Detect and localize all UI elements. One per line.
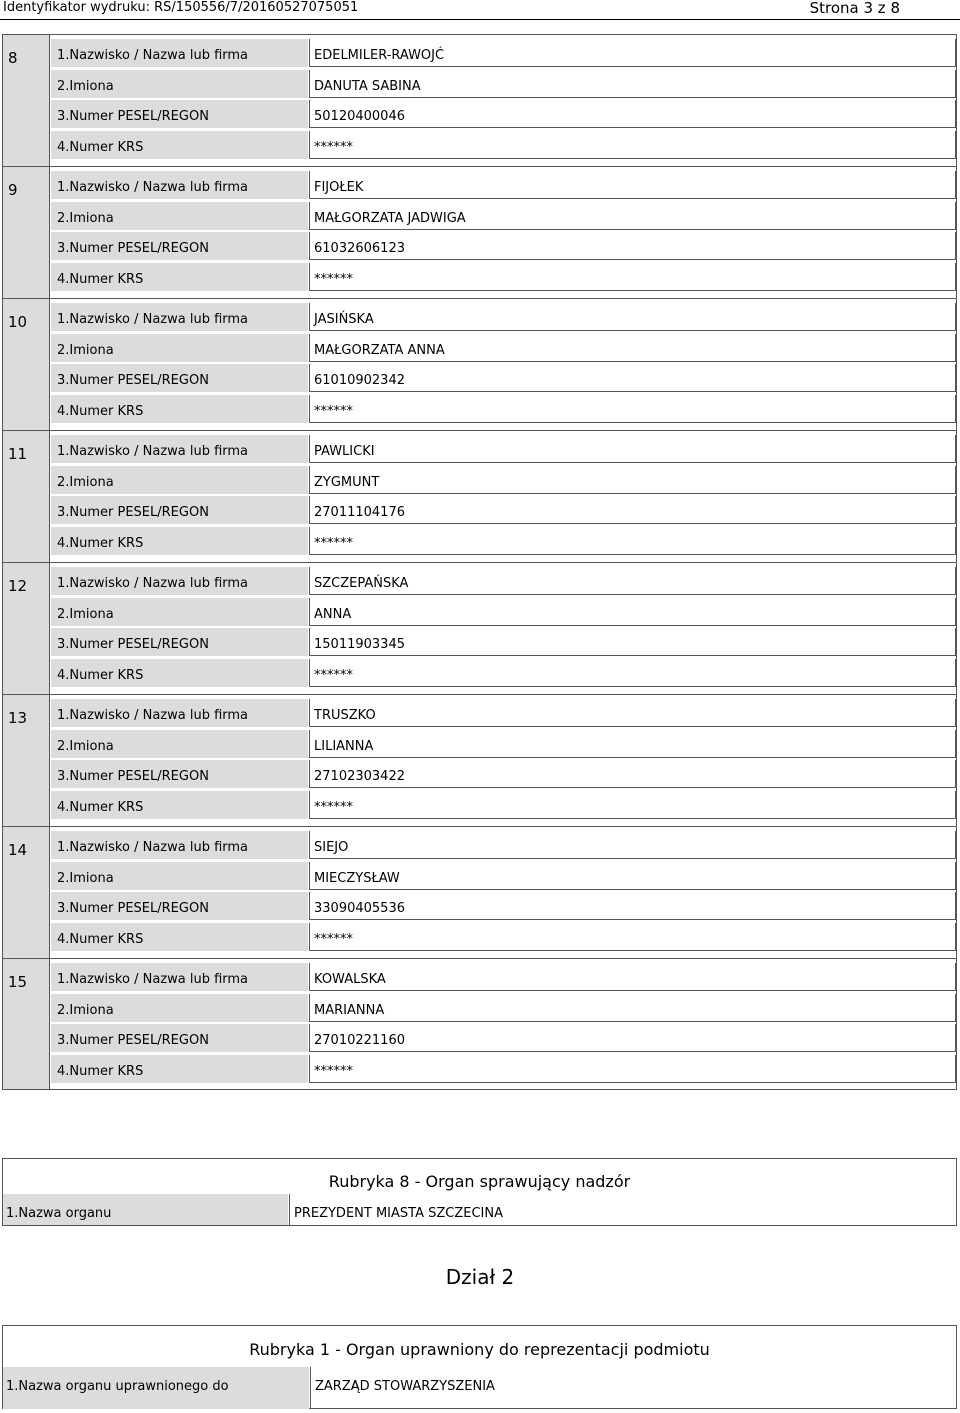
field-row-name: [51, 567, 956, 597]
entry-number: 8: [3, 35, 50, 166]
field-value-pesel: 27010221160: [309, 1024, 956, 1052]
field-label-krs: 4.Numer KRS: [51, 263, 308, 292]
field-row-pesel: [51, 1024, 956, 1054]
field-value-krs: ******: [309, 1055, 956, 1083]
representative-organ-label: 1.Nazwa organu uprawnionego do: [3, 1367, 309, 1409]
field-row-name: [51, 435, 956, 465]
field-row-given: [51, 466, 956, 496]
field-label-pesel: 3.Numer PESEL/REGON: [51, 364, 308, 393]
field-value-name: SZCZEPAŃSKA: [309, 567, 956, 595]
rubryka-1-row: [3, 1367, 956, 1409]
field-value-given: LILIANNA: [309, 730, 956, 758]
field-value-name: TRUSZKO: [309, 699, 956, 727]
field-value-pesel: 61010902342: [309, 364, 956, 392]
member-entry: [2, 958, 957, 1090]
field-value-pesel: 50120400046: [309, 100, 956, 128]
organ-name-value: PREZYDENT MIASTA SZCZECINA: [289, 1194, 956, 1225]
field-value-krs: ******: [309, 395, 956, 423]
field-label-name: 1.Nazwisko / Nazwa lub firma: [51, 171, 308, 200]
field-value-krs: ******: [309, 923, 956, 951]
field-row-given: [51, 730, 956, 760]
field-value-given: MAŁGORZATA ANNA: [309, 334, 956, 362]
rubryka-8-box: [2, 1158, 957, 1226]
field-value-name: PAWLICKI: [309, 435, 956, 463]
field-value-name: KOWALSKA: [309, 963, 956, 991]
member-entry: [2, 694, 957, 826]
field-row-name: [51, 39, 956, 69]
field-label-name: 1.Nazwisko / Nazwa lub firma: [51, 39, 308, 68]
field-label-given: 2.Imiona: [51, 994, 308, 1023]
field-row-pesel: [51, 100, 956, 130]
members-list: [2, 34, 957, 1090]
entry-number: 11: [3, 431, 50, 562]
field-value-krs: ******: [309, 263, 956, 291]
field-row-given: [51, 334, 956, 364]
field-label-krs: 4.Numer KRS: [51, 791, 308, 820]
field-value-given: DANUTA SABINA: [309, 70, 956, 98]
entry-number: 9: [3, 167, 50, 298]
section-heading: Dział 2: [445, 1265, 515, 1289]
member-entry: [2, 166, 957, 298]
field-row-pesel: [51, 628, 956, 658]
field-row-krs: [51, 263, 956, 293]
field-label-name: 1.Nazwisko / Nazwa lub firma: [51, 567, 308, 596]
field-value-name: JASIŃSKA: [309, 303, 956, 331]
field-label-pesel: 3.Numer PESEL/REGON: [51, 892, 308, 921]
page-number: Strona 3 z 8: [809, 0, 900, 17]
field-label-pesel: 3.Numer PESEL/REGON: [51, 1024, 308, 1053]
member-entry: [2, 298, 957, 430]
rubryka-8-row: [3, 1194, 956, 1226]
field-label-name: 1.Nazwisko / Nazwa lub firma: [51, 699, 308, 728]
entry-number: 10: [3, 299, 50, 430]
field-row-krs: [51, 791, 956, 821]
field-row-given: [51, 70, 956, 100]
field-value-given: MAŁGORZATA JADWIGA: [309, 202, 956, 230]
field-row-krs: [51, 659, 956, 689]
field-row-name: [51, 831, 956, 861]
field-value-krs: ******: [309, 131, 956, 159]
field-label-given: 2.Imiona: [51, 862, 308, 891]
field-row-given: [51, 202, 956, 232]
field-row-name: [51, 963, 956, 993]
field-row-name: [51, 699, 956, 729]
field-label-krs: 4.Numer KRS: [51, 395, 308, 424]
field-value-given: MARIANNA: [309, 994, 956, 1022]
field-row-krs: [51, 527, 956, 557]
field-label-pesel: 3.Numer PESEL/REGON: [51, 760, 308, 789]
field-value-name: EDELMILER-RAWOJĆ: [309, 39, 956, 67]
field-label-pesel: 3.Numer PESEL/REGON: [51, 232, 308, 261]
field-row-pesel: [51, 364, 956, 394]
entry-number: 13: [3, 695, 50, 826]
field-label-krs: 4.Numer KRS: [51, 923, 308, 952]
field-value-given: ANNA: [309, 598, 956, 626]
print-header: [0, 0, 960, 20]
header-divider: [0, 19, 960, 20]
field-label-name: 1.Nazwisko / Nazwa lub firma: [51, 963, 308, 992]
field-row-name: [51, 171, 956, 201]
field-value-pesel: 61032606123: [309, 232, 956, 260]
field-value-pesel: 27011104176: [309, 496, 956, 524]
print-identifier: Identyfikator wydruku: RS/150556/7/20160527075051: [3, 0, 359, 15]
member-entry: [2, 34, 957, 166]
field-row-krs: [51, 1055, 956, 1085]
organ-name-label: 1.Nazwa organu: [3, 1194, 288, 1225]
field-label-given: 2.Imiona: [51, 466, 308, 495]
field-value-given: ZYGMUNT: [309, 466, 956, 494]
field-row-krs: [51, 923, 956, 953]
field-value-given: MIECZYSŁAW: [309, 862, 956, 890]
field-row-pesel: [51, 496, 956, 526]
field-label-name: 1.Nazwisko / Nazwa lub firma: [51, 831, 308, 860]
field-value-krs: ******: [309, 659, 956, 687]
member-entry: [2, 562, 957, 694]
field-label-pesel: 3.Numer PESEL/REGON: [51, 496, 308, 525]
member-entry: [2, 430, 957, 562]
field-value-pesel: 27102303422: [309, 760, 956, 788]
member-entry: [2, 826, 957, 958]
field-row-krs: [51, 131, 956, 161]
entry-number: 14: [3, 827, 50, 958]
field-value-pesel: 15011903345: [309, 628, 956, 656]
field-label-krs: 4.Numer KRS: [51, 131, 308, 160]
rubryka-8-title: Rubryka 8 - Organ sprawujący nadzór: [328, 1172, 631, 1191]
field-label-krs: 4.Numer KRS: [51, 659, 308, 688]
field-label-given: 2.Imiona: [51, 598, 308, 627]
field-label-given: 2.Imiona: [51, 70, 308, 99]
field-row-given: [51, 862, 956, 892]
field-label-krs: 4.Numer KRS: [51, 527, 308, 556]
field-label-name: 1.Nazwisko / Nazwa lub firma: [51, 435, 308, 464]
field-label-pesel: 3.Numer PESEL/REGON: [51, 100, 308, 129]
field-value-name: FIJOŁEK: [309, 171, 956, 199]
field-label-given: 2.Imiona: [51, 730, 308, 759]
representative-organ-value: ZARZĄD STOWARZYSZENIA: [310, 1367, 956, 1409]
field-label-given: 2.Imiona: [51, 334, 308, 363]
field-label-krs: 4.Numer KRS: [51, 1055, 308, 1084]
field-row-krs: [51, 395, 956, 425]
field-row-given: [51, 994, 956, 1024]
field-value-name: SIEJO: [309, 831, 956, 859]
field-row-pesel: [51, 232, 956, 262]
field-row-name: [51, 303, 956, 333]
rubryka-1-title: Rubryka 1 - Organ uprawniony do reprezentacji podmiotu: [249, 1340, 710, 1359]
field-value-krs: ******: [309, 791, 956, 819]
field-row-given: [51, 598, 956, 628]
field-row-pesel: [51, 760, 956, 790]
entry-number: 12: [3, 563, 50, 694]
field-value-krs: ******: [309, 527, 956, 555]
field-row-pesel: [51, 892, 956, 922]
rubryka-1-box: [2, 1325, 957, 1409]
entry-number: 15: [3, 959, 50, 1089]
field-label-pesel: 3.Numer PESEL/REGON: [51, 628, 308, 657]
field-label-given: 2.Imiona: [51, 202, 308, 231]
field-value-pesel: 33090405536: [309, 892, 956, 920]
field-label-name: 1.Nazwisko / Nazwa lub firma: [51, 303, 308, 332]
